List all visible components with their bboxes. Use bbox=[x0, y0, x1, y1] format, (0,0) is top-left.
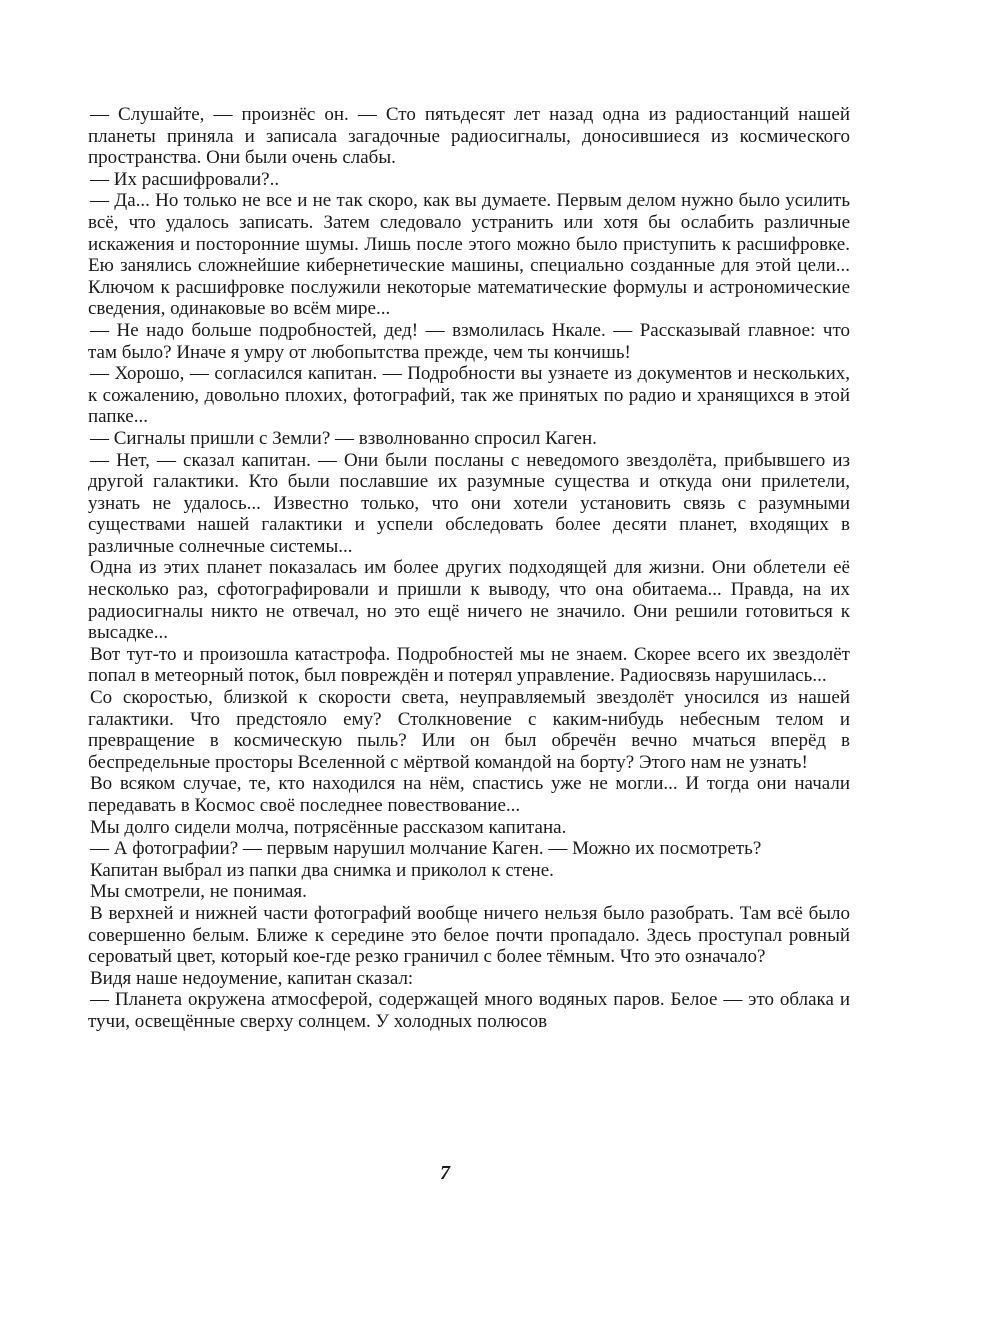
paragraph: Со скоростью, близкой к скорости света, неуправляемый звездолёт уносился из нашей галактики. Что предстояло ему? Столкновение с каким-нибудь небесным телом и превращение в космическую пыль? Или он был обречён вечно мчаться вперёд в беспредельные просторы Вселенной с мёртвой командой на борту? Этого нам не узнать! bbox=[88, 687, 850, 773]
paragraph: — Сигналы пришли с Земли? — взволнованно спросил Каген. bbox=[90, 427, 597, 449]
paragraph: Мы смотрели, не понимая. bbox=[90, 881, 307, 903]
paragraph: — Хорошо, — согласился капитан. — Подробности вы узнаете из документов и нескольких, к сожалению, довольно плохих, фотографий, так же принятых по радио и хранящихся в этой папке... bbox=[88, 363, 850, 428]
paragraph: — А фотографии? — первым нарушил молчание Каген. — Можно их посмотреть? bbox=[90, 838, 762, 860]
paragraph: — Их расшифровали?.. bbox=[90, 168, 280, 190]
paragraph: Мы долго сидели молча, потрясённые рассказом капитана. bbox=[90, 816, 567, 838]
paragraph: — Не надо больше подробностей, дед! — взмолилась Нкале. — Рассказывай главное: что там было? Иначе я умру от любопытства прежде, чем ты кончишь! bbox=[88, 319, 850, 363]
paragraph: — Нет, — сказал капитан. — Они были посланы с неведомого звездолёта, прибывшего из другой галактики. Кто были пославшие их разумные существа и откуда они прилетели, узнать не удалось... Известно только, что они хотели установить связь с разумными существами нашей галактики и успели обследовать более десяти планет, входящих в различные солнечные системы... bbox=[88, 449, 850, 557]
page-text-body bbox=[88, 104, 850, 1033]
paragraph: Вот тут-то и произошла катастрофа. Подробностей мы не знаем. Скорее всего их звездолёт попал в метеорный поток, был повреждён и потерял управление. Радиосвязь нарушилась... bbox=[88, 643, 850, 687]
paragraph: — Да... Но только не все и не так скоро, как вы думаете. Первым делом нужно было усилить всё, что удалось записать. Затем следовало устранить или хотя бы ослабить различные искажения и посторонние шумы. Лишь после этого можно было приступить к расшифровке. Ею занялись сложнейшие кибернетические машины, специально созданные для этой цели... Ключом к расшифровке послужили некоторые математические формулы и астрономические сведения, одинаковые во всём мире... bbox=[88, 190, 850, 320]
paragraph: Видя наше недоумение, капитан сказал: bbox=[90, 967, 414, 989]
paragraph: — Слушайте, — произнёс он. — Сто пятьдесят лет назад одна из радиостанций нашей планеты приняла и записала загадочные радиосигналы, доносившиеся из космического пространства. Они были очень слабы. bbox=[88, 104, 850, 169]
paragraph: В верхней и нижней части фотографий вообще ничего нельзя было разобрать. Там всё было совершенно белым. Ближе к середине это белое почти пропадало. Здесь проступал ровный сероватый цвет, который кое-где резко граничил с более тёмным. Что это означало? bbox=[88, 902, 850, 968]
paragraph: Во всяком случае, те, кто находился на нём, спастись уже не могли... И тогда они начали передавать в Космос своё последнее повествование... bbox=[88, 773, 850, 816]
page-number: 7 bbox=[440, 1162, 450, 1184]
paragraph: Одна из этих планет показалась им более других подходящей для жизни. Они облетели её несколько раз, сфотографировали и пришли к выводу, что она обитаема... Правда, на их радиосигналы никто не отвечал, но это ещё ничего не значило. Они решили готовиться к высадке... bbox=[88, 557, 850, 644]
paragraph: Капитан выбрал из папки два снимка и приколол к стене. bbox=[90, 859, 554, 881]
paragraph: — Планета окружена атмосферой, содержащей много водяных паров. Белое — это облака и тучи, освещённые сверху солнцем. У холодных полюсов bbox=[88, 989, 850, 1032]
